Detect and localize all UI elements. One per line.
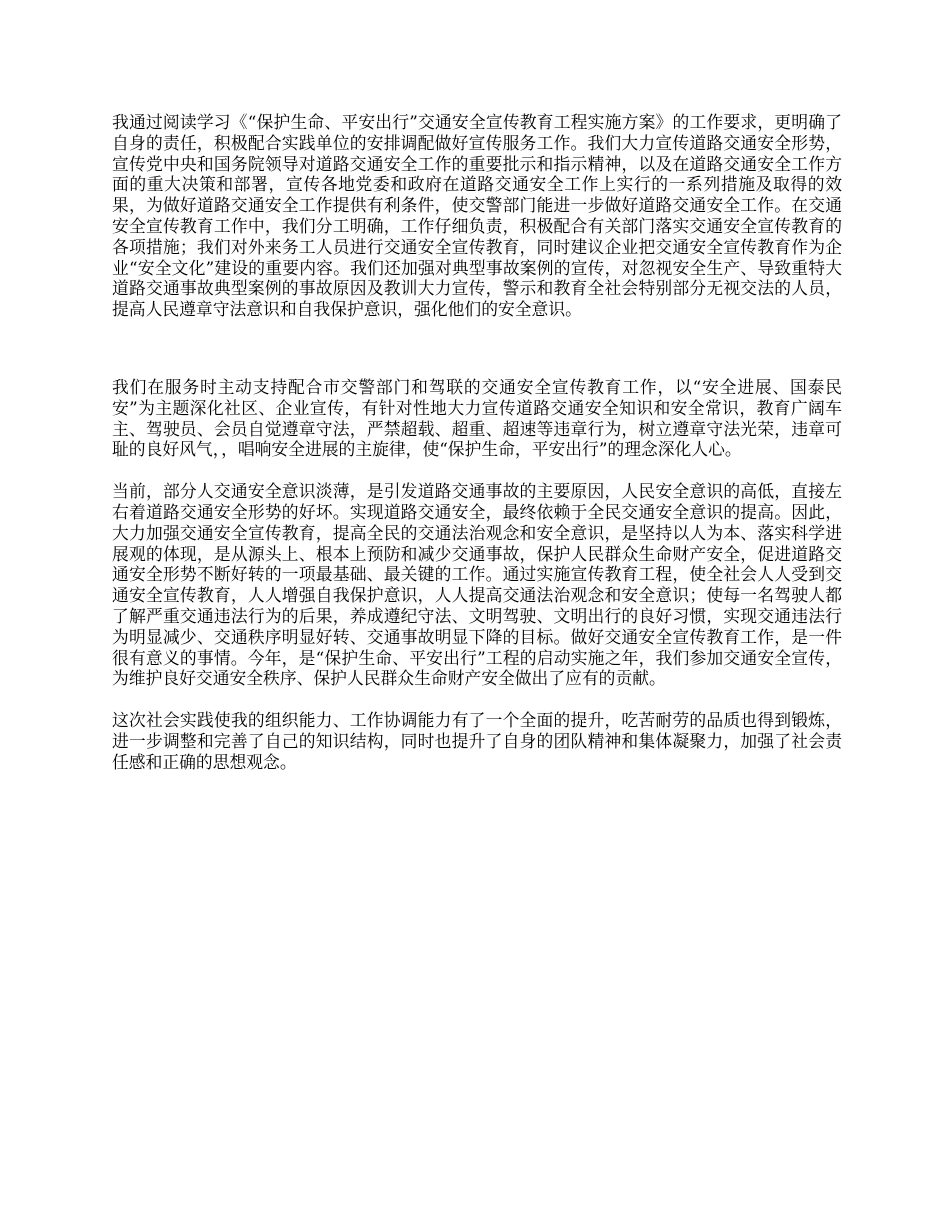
paragraph-propaganda-work: 我通过阅读学习《“保护生命、平安出行”交通安全宣传教育工程实施方案》的工作要求，更明确了自身的责任，积极配合实践单位的安排调配做好宣传服务工作。我们大力宣传道路交通安全形势，宣传党中央和国务院领导对道路交通安全工作的重要批示和指示精神，以及在道路交通安全工作方面的重大决策和部署，宣传各地党委和政府在道路交通安全工作上实行的一系列措施及取得的效果，为做好道路交通安全工作提供有利条件，使交警部门能进一步做好道路交通安全工作。在交通安全宣传教育工作中，我们分工明确，工作仔细负责，积极配合有关部门落实交通安全宣传教育的各项措施；我们对外来务工人员进行交通安全宣传教育，同时建议企业把交通安全宣传教育作为企业“安全文化”建设的重要内容。我们还加强对典型事故案例的宣传，对忽视安全生产、导致重特大道路交通事故典型案例的事故原因及教训大力宣传，警示和教育全社会特别部分无视交法的人员，提高人民遵章守法意识和自我保护意识，强化他们的安全意识。 bbox=[112, 112, 842, 320]
paragraph-safety-awareness: 当前，部分人交通安全意识淡薄，是引发道路交通事故的主要原因，人民安全意识的高低，直接左右着道路交通安全形势的好坏。实现道路交通安全，最终依赖于全民交通安全意识的提高。因此，大力加强交通安全宣传教育，提高全民的交通法治观念和安全意识，是坚持以人为本、落实科学进展观的体现，是从源头上、根本上预防和减少交通事故，保护人民群众生命财产安全，促进道路交通安全形势不断好转的一项最基础、最关键的工作。通过实施宣传教育工程，使全社会人人受到交通安全宣传教育，人人增强自我保护意识，人人提高交通法治观念和安全意识；使每一名驾驶人都了解严重交通违法行为的后果，养成遵纪守法、文明驾驶、文明出行的良好习惯，实现交通违法行为明显减少、交通秩序明显好转、交通事故明显下降的目标。做好交通安全宣传教育工作，是一件很有意义的事情。今年，是“保护生命、平安出行”工程的启动实施之年，我们参加交通安全宣传，为维护良好交通安全秩序、保护人民群众生命财产安全做出了应有的贡献。 bbox=[112, 481, 842, 689]
document-page bbox=[112, 112, 842, 773]
paragraph-service-support: 我们在服务时主动支持配合市交警部门和驾联的交通安全宣传教育工作，以“安全进展、国泰民安”为主题深化社区、企业宣传，有针对性地大力宣传道路交通安全知识和安全常识，教育广阔车主、驾驶员、会员自觉遵章守法，严禁超载、超重、超速等违章行为，树立遵章守法光荣，违章可耻的良好风气，，唱响安全进展的主旋律，使“保护生命，平安出行”的理念深化人心。 bbox=[112, 376, 842, 460]
paragraph-practice-summary: 这次社会实践使我的组织能力、工作协调能力有了一个全面的提升，吃苦耐劳的品质也得到锻炼，进一步调整和完善了自己的知识结构，同时也提升了自身的团队精神和集体凝聚力，加强了社会责任感和正确的思想观念。 bbox=[112, 710, 842, 772]
